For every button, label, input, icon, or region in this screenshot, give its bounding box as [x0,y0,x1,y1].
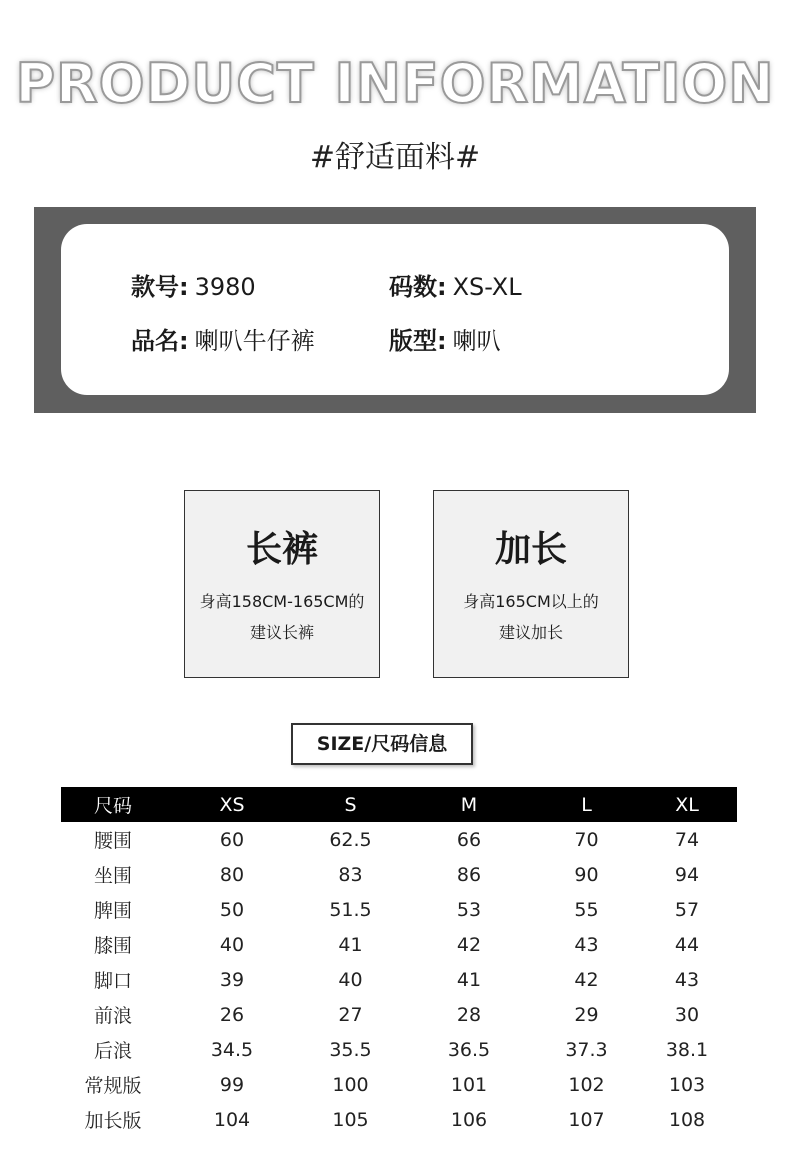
table-cell: 83 [338,863,363,886]
table-cell: 28 [456,1003,482,1026]
table-cell: 53 [456,898,482,921]
table-cell: 37.3 [565,1038,608,1061]
product-name-value: 喇叭牛仔裤 [194,327,315,355]
table-cell: 26 [219,1003,245,1026]
size-info-badge: SIZE/尺码信息 [291,723,473,765]
table-cell: 坐围 [93,865,132,887]
table-cell: 44 [674,933,700,956]
table-cell: 41 [456,968,482,991]
table-cell: 100 [332,1073,369,1096]
product-name-label: 品名: [131,327,189,355]
table-cell: 62.5 [329,828,372,851]
table-row [61,892,737,927]
size-table-header-cell: XS [165,787,299,822]
table-cell: 90 [574,863,599,886]
size-table-header-cell: XL [637,787,737,822]
table-cell: 38.1 [665,1038,709,1061]
length-option-regular [184,490,380,678]
length-option-description [185,586,379,648]
length-option-desc-line: 建议长裤 [249,623,314,642]
fit-type-value: 喇叭 [452,327,501,355]
table-cell: 105 [332,1108,369,1131]
table-cell: 脚口 [93,970,132,992]
length-option-title: 长裤 [245,529,318,570]
table-cell: 80 [219,863,245,886]
table-cell: 43 [574,933,599,956]
style-number [131,267,256,302]
fit-type-label: 版型: [389,327,447,355]
size-table-header-row [61,787,737,822]
table-cell: 42 [574,968,599,991]
table-cell: 常规版 [84,1075,142,1097]
table-cell: 29 [574,1003,599,1026]
table-cell: 30 [674,1003,700,1026]
table-cell: 35.5 [329,1038,372,1061]
size-range [389,267,522,302]
style-number-value: 3980 [194,273,256,301]
table-cell: 27 [338,1003,363,1026]
table-cell: 36.5 [447,1038,491,1061]
table-cell: 41 [338,933,363,956]
table-cell: 104 [213,1108,251,1131]
table-cell: 86 [456,863,482,886]
length-option-extended [433,490,629,678]
size-table-header-cell: L [536,787,637,822]
size-table-header-cell: M [402,787,536,822]
size-range-value: XS-XL [452,273,522,301]
table-cell: 55 [574,898,599,921]
table-cell: 34.5 [210,1038,254,1061]
table-cell: 99 [219,1073,245,1096]
table-cell: 脾围 [93,900,132,922]
table-cell: 94 [674,863,700,886]
table-cell: 66 [456,828,482,851]
product-name [131,321,315,356]
size-table-header-cell: 尺码 [61,787,165,822]
table-cell: 57 [674,898,700,921]
table-cell: 106 [450,1108,488,1131]
product-information-heading: PRODUCT INFORMATION [15,52,775,115]
table-row [61,927,737,962]
table-cell: 腰围 [93,830,132,852]
table-cell: 43 [674,968,700,991]
table-cell: 前浪 [93,1005,132,1027]
table-row [61,822,737,857]
table-cell: 103 [668,1073,706,1096]
table-cell: 51.5 [329,898,372,921]
size-range-label: 码数: [389,273,447,301]
length-option-title: 加长 [494,529,567,570]
table-row [61,997,737,1032]
table-cell: 后浪 [93,1040,132,1062]
table-cell: 101 [450,1073,488,1096]
fit-type [389,321,501,356]
size-table-header-cell: S [299,787,402,822]
table-cell: 50 [219,898,245,921]
table-row [61,1032,737,1067]
table-cell: 60 [219,828,245,851]
table-row [61,962,737,997]
table-cell: 70 [574,828,599,851]
table-cell: 39 [219,968,245,991]
table-cell: 42 [456,933,482,956]
table-row [61,1067,737,1102]
size-chart-table [61,787,737,1137]
table-row [61,857,737,892]
table-cell: 40 [219,933,245,956]
table-cell: 膝围 [93,935,132,957]
table-row [61,1102,737,1137]
table-cell: 加长版 [84,1110,142,1132]
table-cell: 102 [568,1073,605,1096]
product-info-panel [34,207,756,413]
table-cell: 107 [568,1108,605,1131]
table-cell: 74 [674,828,700,851]
table-cell: 108 [668,1108,706,1131]
length-option-desc-line: 建议加长 [498,623,563,642]
length-option-desc-line: 身高165CM以上的 [463,592,599,611]
table-cell: 40 [338,968,363,991]
style-number-label: 款号: [131,273,189,301]
length-option-description [434,586,628,648]
fabric-subtitle: #舒适面料# [309,140,481,175]
length-option-desc-line: 身高158CM-165CM的 [199,592,365,611]
product-info-card [61,224,729,395]
